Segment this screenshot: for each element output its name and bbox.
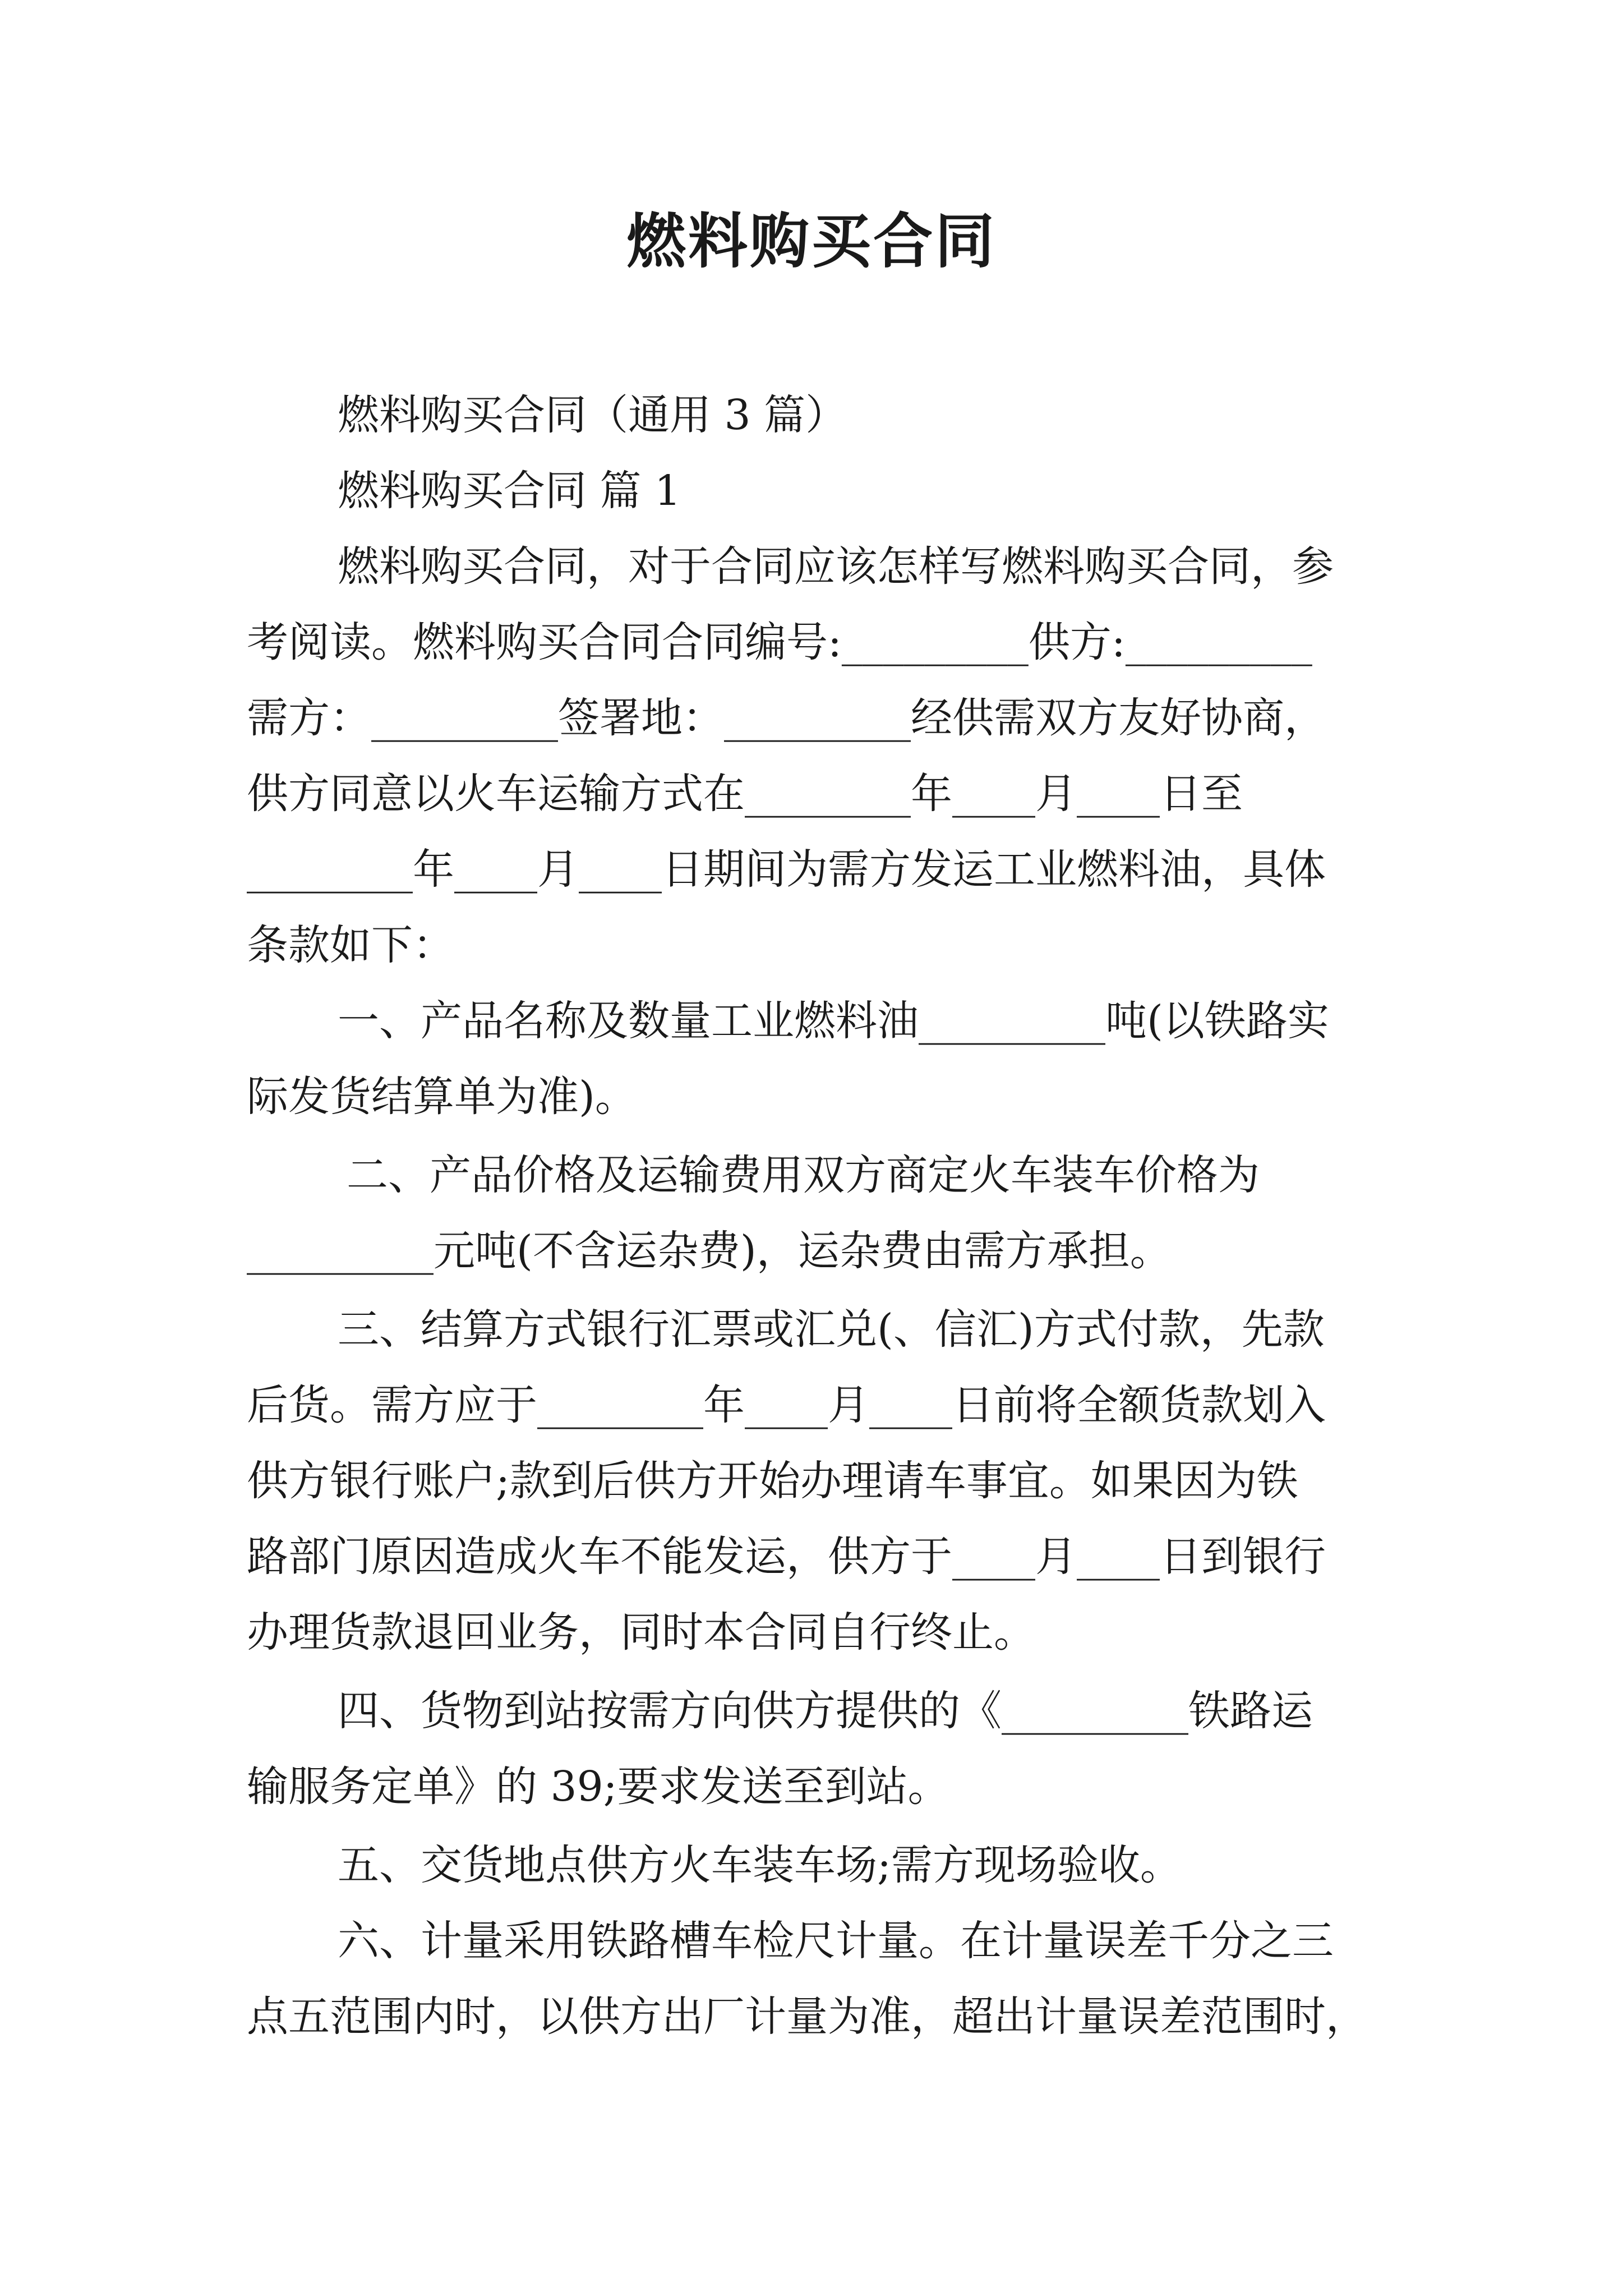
text-line: 需方：_________签署地：_________经供需双方友好协商， (247, 694, 1326, 742)
text-line: 供方同意以火车运输方式在________年____月____日至 (247, 770, 1243, 818)
text-line: 燃料购买合同，对于合同应该怎样写燃料购买合同，参 (338, 542, 1334, 591)
text-line: 四、货物到站按需方向供方提供的《_________铁路运 (338, 1687, 1313, 1735)
text-line: ________年____月____日期间为需方发运工业燃料油，具体 (247, 845, 1326, 894)
text-line: 点五范围内时，以供方出厂计量为准，超出计量误差范围时， (247, 1993, 1367, 2041)
text-line: 三、结算方式银行汇票或汇兑(、信汇)方式付款，先款 (338, 1305, 1325, 1354)
text-line: 燃料购买合同（通用 3 篇） (338, 391, 847, 439)
text-line: 后货。需方应于________年____月____日前将全额货款划入 (247, 1381, 1326, 1429)
text-line: 办理货款退回业务，同时本合同自行终止。 (247, 1608, 1035, 1657)
text-line: 际发货结算单为准)。 (247, 1073, 637, 1121)
text-line: 输服务定单》的 39;要求发送至到站。 (247, 1763, 949, 1811)
text-line: 条款如下： (247, 921, 454, 969)
document-title: 燃料购买合同 (626, 206, 997, 276)
text-line: 六、计量采用铁路槽车检尺计量。在计量误差千分之三 (338, 1917, 1334, 1965)
text-line: 燃料购买合同 篇 1 (338, 467, 681, 515)
text-line: 一、产品名称及数量工业燃料油_________吨(以铁路实 (338, 997, 1329, 1045)
text-line: 路部门原因造成火车不能发运，供方于____月____日到银行 (247, 1533, 1326, 1581)
text-line: _________元吨(不含运杂费)，运杂费由需方承担。 (247, 1227, 1172, 1275)
text-line: 供方银行账户;款到后供方开始办理请车事宜。如果因为铁 (247, 1457, 1298, 1505)
text-line: 五、交货地点供方火车装车场;需方现场验收。 (338, 1841, 1182, 1889)
text-line: 二、产品价格及运输费用双方商定火车装车价格为 (347, 1151, 1260, 1199)
text-line: 考阅读。燃料购买合同合同编号:_________供方:_________ (247, 618, 1312, 666)
